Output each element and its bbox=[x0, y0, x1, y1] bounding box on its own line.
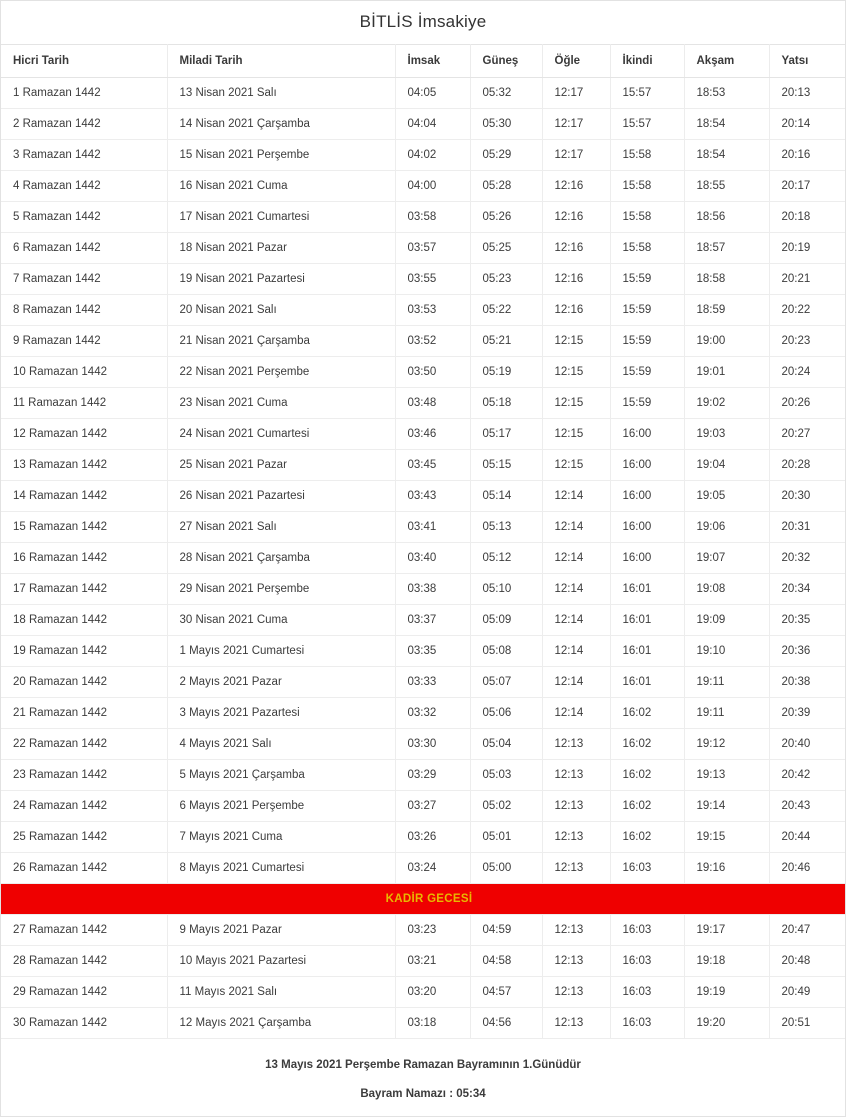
column-header-imsak: İmsak bbox=[395, 45, 470, 78]
cell-gunes: 05:21 bbox=[470, 326, 542, 357]
cell-ogle: 12:13 bbox=[542, 760, 610, 791]
cell-aksam: 19:17 bbox=[684, 915, 769, 946]
cell-ikindi: 16:00 bbox=[610, 512, 684, 543]
cell-ogle: 12:17 bbox=[542, 109, 610, 140]
cell-ikindi: 16:01 bbox=[610, 636, 684, 667]
cell-ogle: 12:17 bbox=[542, 78, 610, 109]
cell-ogle: 12:13 bbox=[542, 729, 610, 760]
cell-hicri-tarih: 15 Ramazan 1442 bbox=[1, 512, 167, 543]
cell-ogle: 12:17 bbox=[542, 140, 610, 171]
cell-yatsi: 20:14 bbox=[769, 109, 845, 140]
cell-imsak: 03:27 bbox=[395, 791, 470, 822]
cell-imsak: 04:02 bbox=[395, 140, 470, 171]
cell-aksam: 19:14 bbox=[684, 791, 769, 822]
cell-miladi-tarih: 3 Mayıs 2021 Pazartesi bbox=[167, 698, 395, 729]
cell-yatsi: 20:40 bbox=[769, 729, 845, 760]
cell-miladi-tarih: 7 Mayıs 2021 Cuma bbox=[167, 822, 395, 853]
cell-hicri-tarih: 26 Ramazan 1442 bbox=[1, 853, 167, 884]
cell-miladi-tarih: 9 Mayıs 2021 Pazar bbox=[167, 915, 395, 946]
cell-ogle: 12:14 bbox=[542, 636, 610, 667]
cell-ikindi: 15:58 bbox=[610, 202, 684, 233]
cell-hicri-tarih: 9 Ramazan 1442 bbox=[1, 326, 167, 357]
cell-imsak: 03:38 bbox=[395, 574, 470, 605]
cell-hicri-tarih: 22 Ramazan 1442 bbox=[1, 729, 167, 760]
column-header-ikindi: İkindi bbox=[610, 45, 684, 78]
cell-ikindi: 16:03 bbox=[610, 853, 684, 884]
cell-ogle: 12:13 bbox=[542, 822, 610, 853]
table-row bbox=[1, 326, 845, 357]
cell-miladi-tarih: 18 Nisan 2021 Pazar bbox=[167, 233, 395, 264]
cell-miladi-tarih: 29 Nisan 2021 Perşembe bbox=[167, 574, 395, 605]
cell-imsak: 03:43 bbox=[395, 481, 470, 512]
cell-ogle: 12:15 bbox=[542, 326, 610, 357]
table-row bbox=[1, 574, 845, 605]
cell-yatsi: 20:31 bbox=[769, 512, 845, 543]
cell-imsak: 03:50 bbox=[395, 357, 470, 388]
cell-hicri-tarih: 5 Ramazan 1442 bbox=[1, 202, 167, 233]
cell-ikindi: 16:02 bbox=[610, 729, 684, 760]
table-row bbox=[1, 512, 845, 543]
cell-ogle: 12:14 bbox=[542, 667, 610, 698]
cell-imsak: 03:45 bbox=[395, 450, 470, 481]
cell-ikindi: 16:03 bbox=[610, 1008, 684, 1039]
cell-ikindi: 16:01 bbox=[610, 605, 684, 636]
cell-ikindi: 16:03 bbox=[610, 915, 684, 946]
column-header-ogle: Öğle bbox=[542, 45, 610, 78]
cell-hicri-tarih: 7 Ramazan 1442 bbox=[1, 264, 167, 295]
column-header-hicri-tarih: Hicri Tarih bbox=[1, 45, 167, 78]
table-row bbox=[1, 822, 845, 853]
table-row bbox=[1, 295, 845, 326]
cell-hicri-tarih: 4 Ramazan 1442 bbox=[1, 171, 167, 202]
cell-yatsi: 20:18 bbox=[769, 202, 845, 233]
cell-yatsi: 20:38 bbox=[769, 667, 845, 698]
cell-ikindi: 16:03 bbox=[610, 946, 684, 977]
cell-aksam: 19:08 bbox=[684, 574, 769, 605]
cell-ogle: 12:13 bbox=[542, 915, 610, 946]
cell-ikindi: 16:00 bbox=[610, 543, 684, 574]
cell-miladi-tarih: 28 Nisan 2021 Çarşamba bbox=[167, 543, 395, 574]
cell-gunes: 05:12 bbox=[470, 543, 542, 574]
cell-imsak: 04:04 bbox=[395, 109, 470, 140]
cell-imsak: 03:30 bbox=[395, 729, 470, 760]
cell-gunes: 05:13 bbox=[470, 512, 542, 543]
cell-gunes: 05:22 bbox=[470, 295, 542, 326]
cell-hicri-tarih: 28 Ramazan 1442 bbox=[1, 946, 167, 977]
cell-aksam: 18:54 bbox=[684, 109, 769, 140]
cell-ogle: 12:13 bbox=[542, 1008, 610, 1039]
cell-hicri-tarih: 12 Ramazan 1442 bbox=[1, 419, 167, 450]
cell-aksam: 19:18 bbox=[684, 946, 769, 977]
cell-imsak: 03:52 bbox=[395, 326, 470, 357]
cell-miladi-tarih: 20 Nisan 2021 Salı bbox=[167, 295, 395, 326]
cell-miladi-tarih: 1 Mayıs 2021 Cumartesi bbox=[167, 636, 395, 667]
cell-yatsi: 20:42 bbox=[769, 760, 845, 791]
cell-yatsi: 20:39 bbox=[769, 698, 845, 729]
cell-imsak: 03:58 bbox=[395, 202, 470, 233]
table-row bbox=[1, 667, 845, 698]
page-title: BİTLİS İmsakiye bbox=[359, 12, 487, 31]
cell-aksam: 19:03 bbox=[684, 419, 769, 450]
cell-aksam: 18:53 bbox=[684, 78, 769, 109]
table-row bbox=[1, 357, 845, 388]
cell-aksam: 19:11 bbox=[684, 698, 769, 729]
cell-yatsi: 20:46 bbox=[769, 853, 845, 884]
cell-gunes: 05:04 bbox=[470, 729, 542, 760]
cell-aksam: 19:07 bbox=[684, 543, 769, 574]
cell-ikindi: 15:59 bbox=[610, 388, 684, 419]
table-row bbox=[1, 729, 845, 760]
cell-imsak: 03:55 bbox=[395, 264, 470, 295]
cell-gunes: 05:23 bbox=[470, 264, 542, 295]
cell-miladi-tarih: 22 Nisan 2021 Perşembe bbox=[167, 357, 395, 388]
cell-yatsi: 20:35 bbox=[769, 605, 845, 636]
cell-miladi-tarih: 25 Nisan 2021 Pazar bbox=[167, 450, 395, 481]
cell-gunes: 05:26 bbox=[470, 202, 542, 233]
cell-hicri-tarih: 21 Ramazan 1442 bbox=[1, 698, 167, 729]
cell-aksam: 18:57 bbox=[684, 233, 769, 264]
cell-yatsi: 20:23 bbox=[769, 326, 845, 357]
cell-miladi-tarih: 14 Nisan 2021 Çarşamba bbox=[167, 109, 395, 140]
table-row bbox=[1, 791, 845, 822]
cell-ogle: 12:13 bbox=[542, 946, 610, 977]
cell-ogle: 12:14 bbox=[542, 574, 610, 605]
cell-ogle: 12:16 bbox=[542, 233, 610, 264]
cell-ikindi: 16:00 bbox=[610, 481, 684, 512]
cell-gunes: 05:09 bbox=[470, 605, 542, 636]
table-row bbox=[1, 915, 845, 946]
cell-ogle: 12:13 bbox=[542, 853, 610, 884]
cell-gunes: 05:00 bbox=[470, 853, 542, 884]
table-row bbox=[1, 450, 845, 481]
table-row bbox=[1, 605, 845, 636]
cell-aksam: 19:20 bbox=[684, 1008, 769, 1039]
cell-yatsi: 20:51 bbox=[769, 1008, 845, 1039]
cell-ogle: 12:15 bbox=[542, 357, 610, 388]
table-row bbox=[1, 419, 845, 450]
cell-imsak: 03:53 bbox=[395, 295, 470, 326]
cell-gunes: 05:28 bbox=[470, 171, 542, 202]
cell-imsak: 03:23 bbox=[395, 915, 470, 946]
column-header-miladi-tarih: Miladi Tarih bbox=[167, 45, 395, 78]
cell-yatsi: 20:21 bbox=[769, 264, 845, 295]
table-row bbox=[1, 109, 845, 140]
table-row bbox=[1, 698, 845, 729]
cell-ikindi: 15:58 bbox=[610, 140, 684, 171]
table-header bbox=[1, 45, 845, 78]
table-body bbox=[1, 78, 845, 1039]
cell-aksam: 19:10 bbox=[684, 636, 769, 667]
cell-ogle: 12:14 bbox=[542, 543, 610, 574]
cell-ogle: 12:13 bbox=[542, 977, 610, 1008]
cell-ogle: 12:14 bbox=[542, 481, 610, 512]
cell-miladi-tarih: 17 Nisan 2021 Cumartesi bbox=[167, 202, 395, 233]
bayram-note: 13 Mayıs 2021 Perşembe Ramazan Bayramının 1.Günüdür bbox=[265, 1059, 581, 1071]
cell-hicri-tarih: 1 Ramazan 1442 bbox=[1, 78, 167, 109]
cell-ogle: 12:14 bbox=[542, 698, 610, 729]
table-row bbox=[1, 388, 845, 419]
cell-aksam: 19:01 bbox=[684, 357, 769, 388]
cell-ikindi: 16:02 bbox=[610, 791, 684, 822]
cell-aksam: 19:15 bbox=[684, 822, 769, 853]
table-header-row bbox=[1, 45, 845, 78]
cell-hicri-tarih: 29 Ramazan 1442 bbox=[1, 977, 167, 1008]
cell-yatsi: 20:32 bbox=[769, 543, 845, 574]
cell-imsak: 03:46 bbox=[395, 419, 470, 450]
cell-ogle: 12:13 bbox=[542, 791, 610, 822]
cell-hicri-tarih: 23 Ramazan 1442 bbox=[1, 760, 167, 791]
cell-ikindi: 15:59 bbox=[610, 295, 684, 326]
cell-yatsi: 20:19 bbox=[769, 233, 845, 264]
cell-ikindi: 15:59 bbox=[610, 357, 684, 388]
cell-gunes: 04:59 bbox=[470, 915, 542, 946]
cell-miladi-tarih: 12 Mayıs 2021 Çarşamba bbox=[167, 1008, 395, 1039]
cell-ogle: 12:16 bbox=[542, 295, 610, 326]
table-row bbox=[1, 140, 845, 171]
table-row bbox=[1, 946, 845, 977]
cell-yatsi: 20:30 bbox=[769, 481, 845, 512]
table-row bbox=[1, 78, 845, 109]
cell-gunes: 05:14 bbox=[470, 481, 542, 512]
cell-hicri-tarih: 16 Ramazan 1442 bbox=[1, 543, 167, 574]
cell-ikindi: 16:02 bbox=[610, 760, 684, 791]
cell-gunes: 05:17 bbox=[470, 419, 542, 450]
cell-aksam: 19:11 bbox=[684, 667, 769, 698]
cell-gunes: 05:08 bbox=[470, 636, 542, 667]
cell-ikindi: 16:00 bbox=[610, 419, 684, 450]
cell-ikindi: 16:02 bbox=[610, 698, 684, 729]
cell-imsak: 03:32 bbox=[395, 698, 470, 729]
cell-yatsi: 20:36 bbox=[769, 636, 845, 667]
cell-yatsi: 20:28 bbox=[769, 450, 845, 481]
cell-miladi-tarih: 16 Nisan 2021 Cuma bbox=[167, 171, 395, 202]
cell-hicri-tarih: 8 Ramazan 1442 bbox=[1, 295, 167, 326]
cell-aksam: 19:04 bbox=[684, 450, 769, 481]
cell-gunes: 05:02 bbox=[470, 791, 542, 822]
cell-yatsi: 20:49 bbox=[769, 977, 845, 1008]
cell-imsak: 03:20 bbox=[395, 977, 470, 1008]
cell-ikindi: 15:58 bbox=[610, 233, 684, 264]
cell-imsak: 03:33 bbox=[395, 667, 470, 698]
cell-ikindi: 16:03 bbox=[610, 977, 684, 1008]
cell-ikindi: 16:01 bbox=[610, 667, 684, 698]
cell-yatsi: 20:43 bbox=[769, 791, 845, 822]
cell-aksam: 19:00 bbox=[684, 326, 769, 357]
cell-ogle: 12:16 bbox=[542, 202, 610, 233]
cell-hicri-tarih: 30 Ramazan 1442 bbox=[1, 1008, 167, 1039]
cell-yatsi: 20:26 bbox=[769, 388, 845, 419]
cell-yatsi: 20:27 bbox=[769, 419, 845, 450]
cell-ogle: 12:14 bbox=[542, 512, 610, 543]
cell-yatsi: 20:22 bbox=[769, 295, 845, 326]
cell-miladi-tarih: 19 Nisan 2021 Pazartesi bbox=[167, 264, 395, 295]
table-row bbox=[1, 760, 845, 791]
cell-gunes: 04:58 bbox=[470, 946, 542, 977]
table-row bbox=[1, 264, 845, 295]
cell-hicri-tarih: 17 Ramazan 1442 bbox=[1, 574, 167, 605]
cell-gunes: 04:56 bbox=[470, 1008, 542, 1039]
cell-aksam: 19:02 bbox=[684, 388, 769, 419]
cell-ikindi: 16:02 bbox=[610, 822, 684, 853]
column-header-yatsi: Yatsı bbox=[769, 45, 845, 78]
cell-miladi-tarih: 15 Nisan 2021 Perşembe bbox=[167, 140, 395, 171]
cell-gunes: 05:10 bbox=[470, 574, 542, 605]
table-row bbox=[1, 853, 845, 884]
cell-aksam: 19:05 bbox=[684, 481, 769, 512]
cell-yatsi: 20:44 bbox=[769, 822, 845, 853]
cell-imsak: 03:26 bbox=[395, 822, 470, 853]
cell-gunes: 05:15 bbox=[470, 450, 542, 481]
cell-ikindi: 15:57 bbox=[610, 78, 684, 109]
cell-imsak: 04:00 bbox=[395, 171, 470, 202]
cell-hicri-tarih: 14 Ramazan 1442 bbox=[1, 481, 167, 512]
cell-imsak: 03:29 bbox=[395, 760, 470, 791]
cell-hicri-tarih: 6 Ramazan 1442 bbox=[1, 233, 167, 264]
cell-gunes: 05:01 bbox=[470, 822, 542, 853]
cell-gunes: 05:18 bbox=[470, 388, 542, 419]
table-row bbox=[1, 1008, 845, 1039]
cell-imsak: 03:37 bbox=[395, 605, 470, 636]
cell-imsak: 03:41 bbox=[395, 512, 470, 543]
cell-hicri-tarih: 11 Ramazan 1442 bbox=[1, 388, 167, 419]
cell-miladi-tarih: 26 Nisan 2021 Pazartesi bbox=[167, 481, 395, 512]
cell-gunes: 05:06 bbox=[470, 698, 542, 729]
cell-yatsi: 20:17 bbox=[769, 171, 845, 202]
cell-ikindi: 16:00 bbox=[610, 450, 684, 481]
cell-aksam: 19:16 bbox=[684, 853, 769, 884]
cell-hicri-tarih: 25 Ramazan 1442 bbox=[1, 822, 167, 853]
cell-miladi-tarih: 21 Nisan 2021 Çarşamba bbox=[167, 326, 395, 357]
cell-hicri-tarih: 27 Ramazan 1442 bbox=[1, 915, 167, 946]
cell-aksam: 18:55 bbox=[684, 171, 769, 202]
cell-miladi-tarih: 24 Nisan 2021 Cumartesi bbox=[167, 419, 395, 450]
cell-ikindi: 15:59 bbox=[610, 264, 684, 295]
cell-ikindi: 15:58 bbox=[610, 171, 684, 202]
cell-imsak: 04:05 bbox=[395, 78, 470, 109]
cell-aksam: 19:13 bbox=[684, 760, 769, 791]
cell-miladi-tarih: 11 Mayıs 2021 Salı bbox=[167, 977, 395, 1008]
cell-yatsi: 20:16 bbox=[769, 140, 845, 171]
table-row bbox=[1, 481, 845, 512]
cell-aksam: 19:09 bbox=[684, 605, 769, 636]
cell-aksam: 18:56 bbox=[684, 202, 769, 233]
cell-ogle: 12:15 bbox=[542, 388, 610, 419]
cell-hicri-tarih: 18 Ramazan 1442 bbox=[1, 605, 167, 636]
column-header-aksam: Akşam bbox=[684, 45, 769, 78]
cell-gunes: 05:25 bbox=[470, 233, 542, 264]
cell-gunes: 05:07 bbox=[470, 667, 542, 698]
cell-miladi-tarih: 23 Nisan 2021 Cuma bbox=[167, 388, 395, 419]
column-header-gunes: Güneş bbox=[470, 45, 542, 78]
cell-miladi-tarih: 10 Mayıs 2021 Pazartesi bbox=[167, 946, 395, 977]
table-row bbox=[1, 543, 845, 574]
cell-gunes: 04:57 bbox=[470, 977, 542, 1008]
cell-gunes: 05:19 bbox=[470, 357, 542, 388]
cell-miladi-tarih: 4 Mayıs 2021 Salı bbox=[167, 729, 395, 760]
table-row bbox=[1, 977, 845, 1008]
cell-ogle: 12:15 bbox=[542, 450, 610, 481]
cell-aksam: 19:19 bbox=[684, 977, 769, 1008]
cell-imsak: 03:48 bbox=[395, 388, 470, 419]
cell-ogle: 12:16 bbox=[542, 171, 610, 202]
cell-miladi-tarih: 8 Mayıs 2021 Cumartesi bbox=[167, 853, 395, 884]
table-row bbox=[1, 171, 845, 202]
bayram-namazi: Bayram Namazı : 05:34 bbox=[360, 1088, 486, 1100]
cell-yatsi: 20:13 bbox=[769, 78, 845, 109]
kadir-gecesi-label: KADİR GECESİ bbox=[1, 884, 845, 915]
cell-aksam: 19:12 bbox=[684, 729, 769, 760]
cell-imsak: 03:57 bbox=[395, 233, 470, 264]
cell-imsak: 03:35 bbox=[395, 636, 470, 667]
cell-yatsi: 20:34 bbox=[769, 574, 845, 605]
table-row bbox=[1, 202, 845, 233]
kadir-gecesi-row bbox=[1, 884, 845, 915]
cell-aksam: 18:54 bbox=[684, 140, 769, 171]
cell-hicri-tarih: 2 Ramazan 1442 bbox=[1, 109, 167, 140]
table-row bbox=[1, 636, 845, 667]
cell-ikindi: 15:59 bbox=[610, 326, 684, 357]
cell-miladi-tarih: 30 Nisan 2021 Cuma bbox=[167, 605, 395, 636]
cell-miladi-tarih: 2 Mayıs 2021 Pazar bbox=[167, 667, 395, 698]
cell-yatsi: 20:24 bbox=[769, 357, 845, 388]
imsakiye-table bbox=[1, 44, 845, 1039]
cell-gunes: 05:32 bbox=[470, 78, 542, 109]
cell-miladi-tarih: 13 Nisan 2021 Salı bbox=[167, 78, 395, 109]
cell-hicri-tarih: 24 Ramazan 1442 bbox=[1, 791, 167, 822]
cell-ogle: 12:15 bbox=[542, 419, 610, 450]
table-row bbox=[1, 233, 845, 264]
cell-hicri-tarih: 13 Ramazan 1442 bbox=[1, 450, 167, 481]
cell-hicri-tarih: 10 Ramazan 1442 bbox=[1, 357, 167, 388]
cell-aksam: 18:59 bbox=[684, 295, 769, 326]
cell-imsak: 03:21 bbox=[395, 946, 470, 977]
cell-hicri-tarih: 19 Ramazan 1442 bbox=[1, 636, 167, 667]
cell-ogle: 12:14 bbox=[542, 605, 610, 636]
cell-imsak: 03:40 bbox=[395, 543, 470, 574]
cell-gunes: 05:03 bbox=[470, 760, 542, 791]
cell-gunes: 05:29 bbox=[470, 140, 542, 171]
cell-miladi-tarih: 6 Mayıs 2021 Perşembe bbox=[167, 791, 395, 822]
cell-imsak: 03:18 bbox=[395, 1008, 470, 1039]
cell-yatsi: 20:48 bbox=[769, 946, 845, 977]
cell-aksam: 19:06 bbox=[684, 512, 769, 543]
cell-miladi-tarih: 27 Nisan 2021 Salı bbox=[167, 512, 395, 543]
cell-yatsi: 20:47 bbox=[769, 915, 845, 946]
footer bbox=[1, 1039, 845, 1116]
cell-hicri-tarih: 3 Ramazan 1442 bbox=[1, 140, 167, 171]
cell-ikindi: 16:01 bbox=[610, 574, 684, 605]
cell-ogle: 12:16 bbox=[542, 264, 610, 295]
cell-miladi-tarih: 5 Mayıs 2021 Çarşamba bbox=[167, 760, 395, 791]
cell-gunes: 05:30 bbox=[470, 109, 542, 140]
cell-hicri-tarih: 20 Ramazan 1442 bbox=[1, 667, 167, 698]
cell-imsak: 03:24 bbox=[395, 853, 470, 884]
cell-aksam: 18:58 bbox=[684, 264, 769, 295]
cell-ikindi: 15:57 bbox=[610, 109, 684, 140]
